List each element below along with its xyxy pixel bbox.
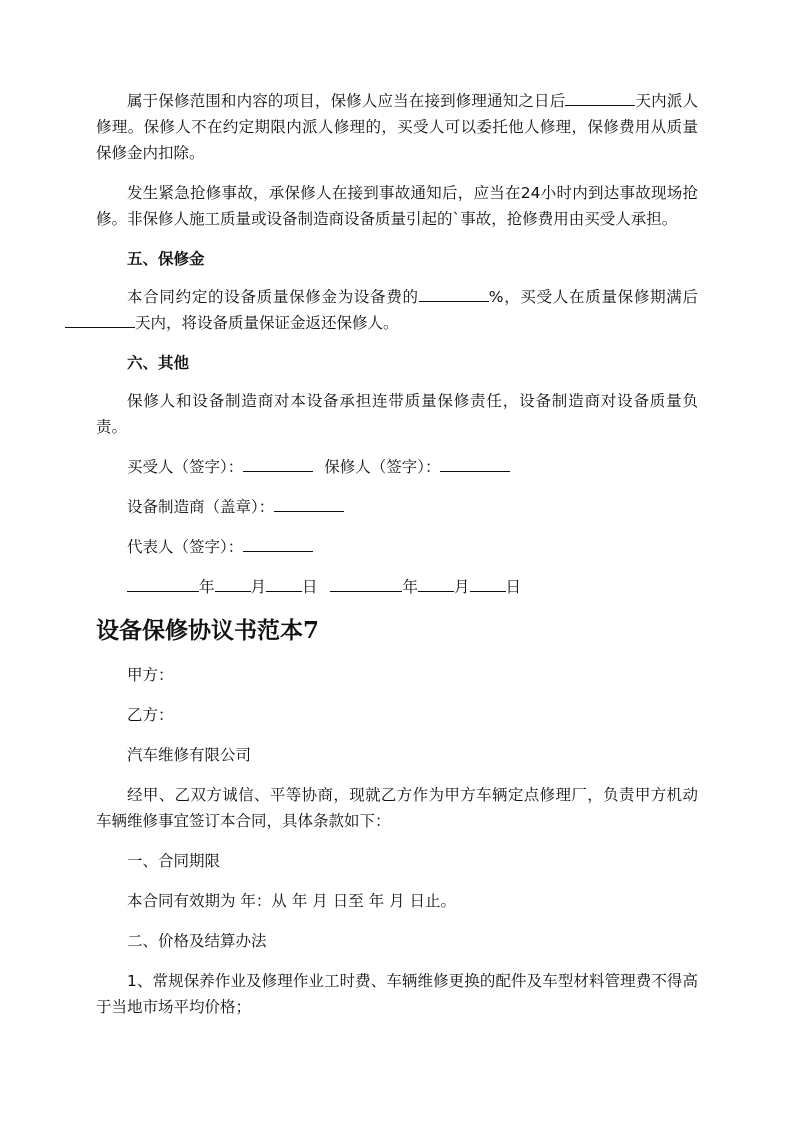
signature-line-representative [96, 534, 698, 560]
day-label: 日 [505, 578, 522, 596]
paragraph-text: 天内派人修理。保修人不在约定期限内派人修理的，买受人可以委托他人修理，保修费用从质量保修金内扣除。 [96, 92, 698, 162]
month-blank[interactable] [418, 575, 454, 592]
intro-paragraph: 经甲、乙双方诚信、平等协商，现就乙方作为甲方车辆定点修理厂，负责甲方机动车辆维修事宜签订本合同，具体条款如下： [96, 786, 698, 830]
party-b-label: 乙方： [127, 706, 174, 724]
signature-line-manufacturer [96, 494, 698, 520]
month-blank[interactable] [215, 575, 251, 592]
paragraph-text: 天内，将设备质量保证金返还保修人。 [135, 314, 399, 332]
repairer-signature-blank[interactable] [440, 455, 510, 472]
company-name: 汽车维修有限公司 [127, 746, 252, 764]
document-title: 设备保修协议书范本7 [96, 617, 320, 644]
percent-blank[interactable] [419, 285, 489, 302]
day-blank[interactable] [470, 575, 506, 592]
warranty-deposit-paragraph [96, 284, 698, 336]
paragraph-text: 属于保修范围和内容的项目，保修人应当在接到修理通知之日后 [127, 92, 566, 110]
date-line [96, 574, 698, 600]
section-heading-price: 二、价格及结算办法 [127, 932, 267, 950]
year-blank[interactable] [330, 575, 402, 592]
representative-signature-label: 代表人（签字）： [127, 538, 244, 556]
emergency-repair-paragraph: 发生紧急抢修事故，承保修人在接到事故通知后，应当在24小时内到达事故现场抢修。非保修人施工质量或设备制造商设备质量引起的`事故，抢修费用由买受人承担。 [96, 184, 698, 228]
year-label: 年 [402, 578, 418, 596]
manufacturer-seal-blank[interactable] [274, 495, 344, 512]
month-label: 月 [454, 578, 470, 596]
buyer-signature-label: 买受人（签字）： [127, 458, 244, 476]
price-item-1: 1、常规保养作业及修理作业工时费、车辆维修更换的配件及车型材料管理费不得高于当地市场平均价格； [96, 972, 698, 1016]
days-blank[interactable] [565, 89, 635, 106]
year-blank[interactable] [127, 575, 199, 592]
section-heading-other: 六、其他 [127, 354, 190, 372]
paragraph-text: 本合同约定的设备质量保修金为设备费的 [127, 288, 419, 306]
repair-dispatch-paragraph [96, 88, 698, 166]
day-label: 日 [302, 578, 318, 596]
manufacturer-seal-label: 设备制造商（盖章）： [127, 498, 275, 516]
joint-liability-paragraph: 保修人和设备制造商对本设备承担连带质量保修责任，设备制造商对设备质量负责。 [96, 392, 698, 436]
month-label: 月 [250, 578, 267, 596]
party-a-label: 甲方： [127, 666, 174, 684]
representative-signature-blank[interactable] [243, 535, 313, 552]
section-heading-term: 一、合同期限 [127, 852, 221, 870]
section-heading-warranty-deposit: 五、保修金 [127, 250, 205, 268]
repairer-signature-label: 保修人（签字）： [324, 458, 441, 476]
signature-line-buyer-repairer [96, 454, 698, 480]
term-paragraph: 本合同有效期为 年：从 年 月 日至 年 月 日止。 [127, 892, 456, 910]
days-blank[interactable] [65, 311, 135, 328]
document-page [96, 88, 698, 1034]
buyer-signature-blank[interactable] [243, 455, 313, 472]
paragraph-text: %，买受人在质量保修期满后 [488, 288, 698, 306]
year-label: 年 [199, 578, 215, 596]
day-blank[interactable] [266, 575, 302, 592]
